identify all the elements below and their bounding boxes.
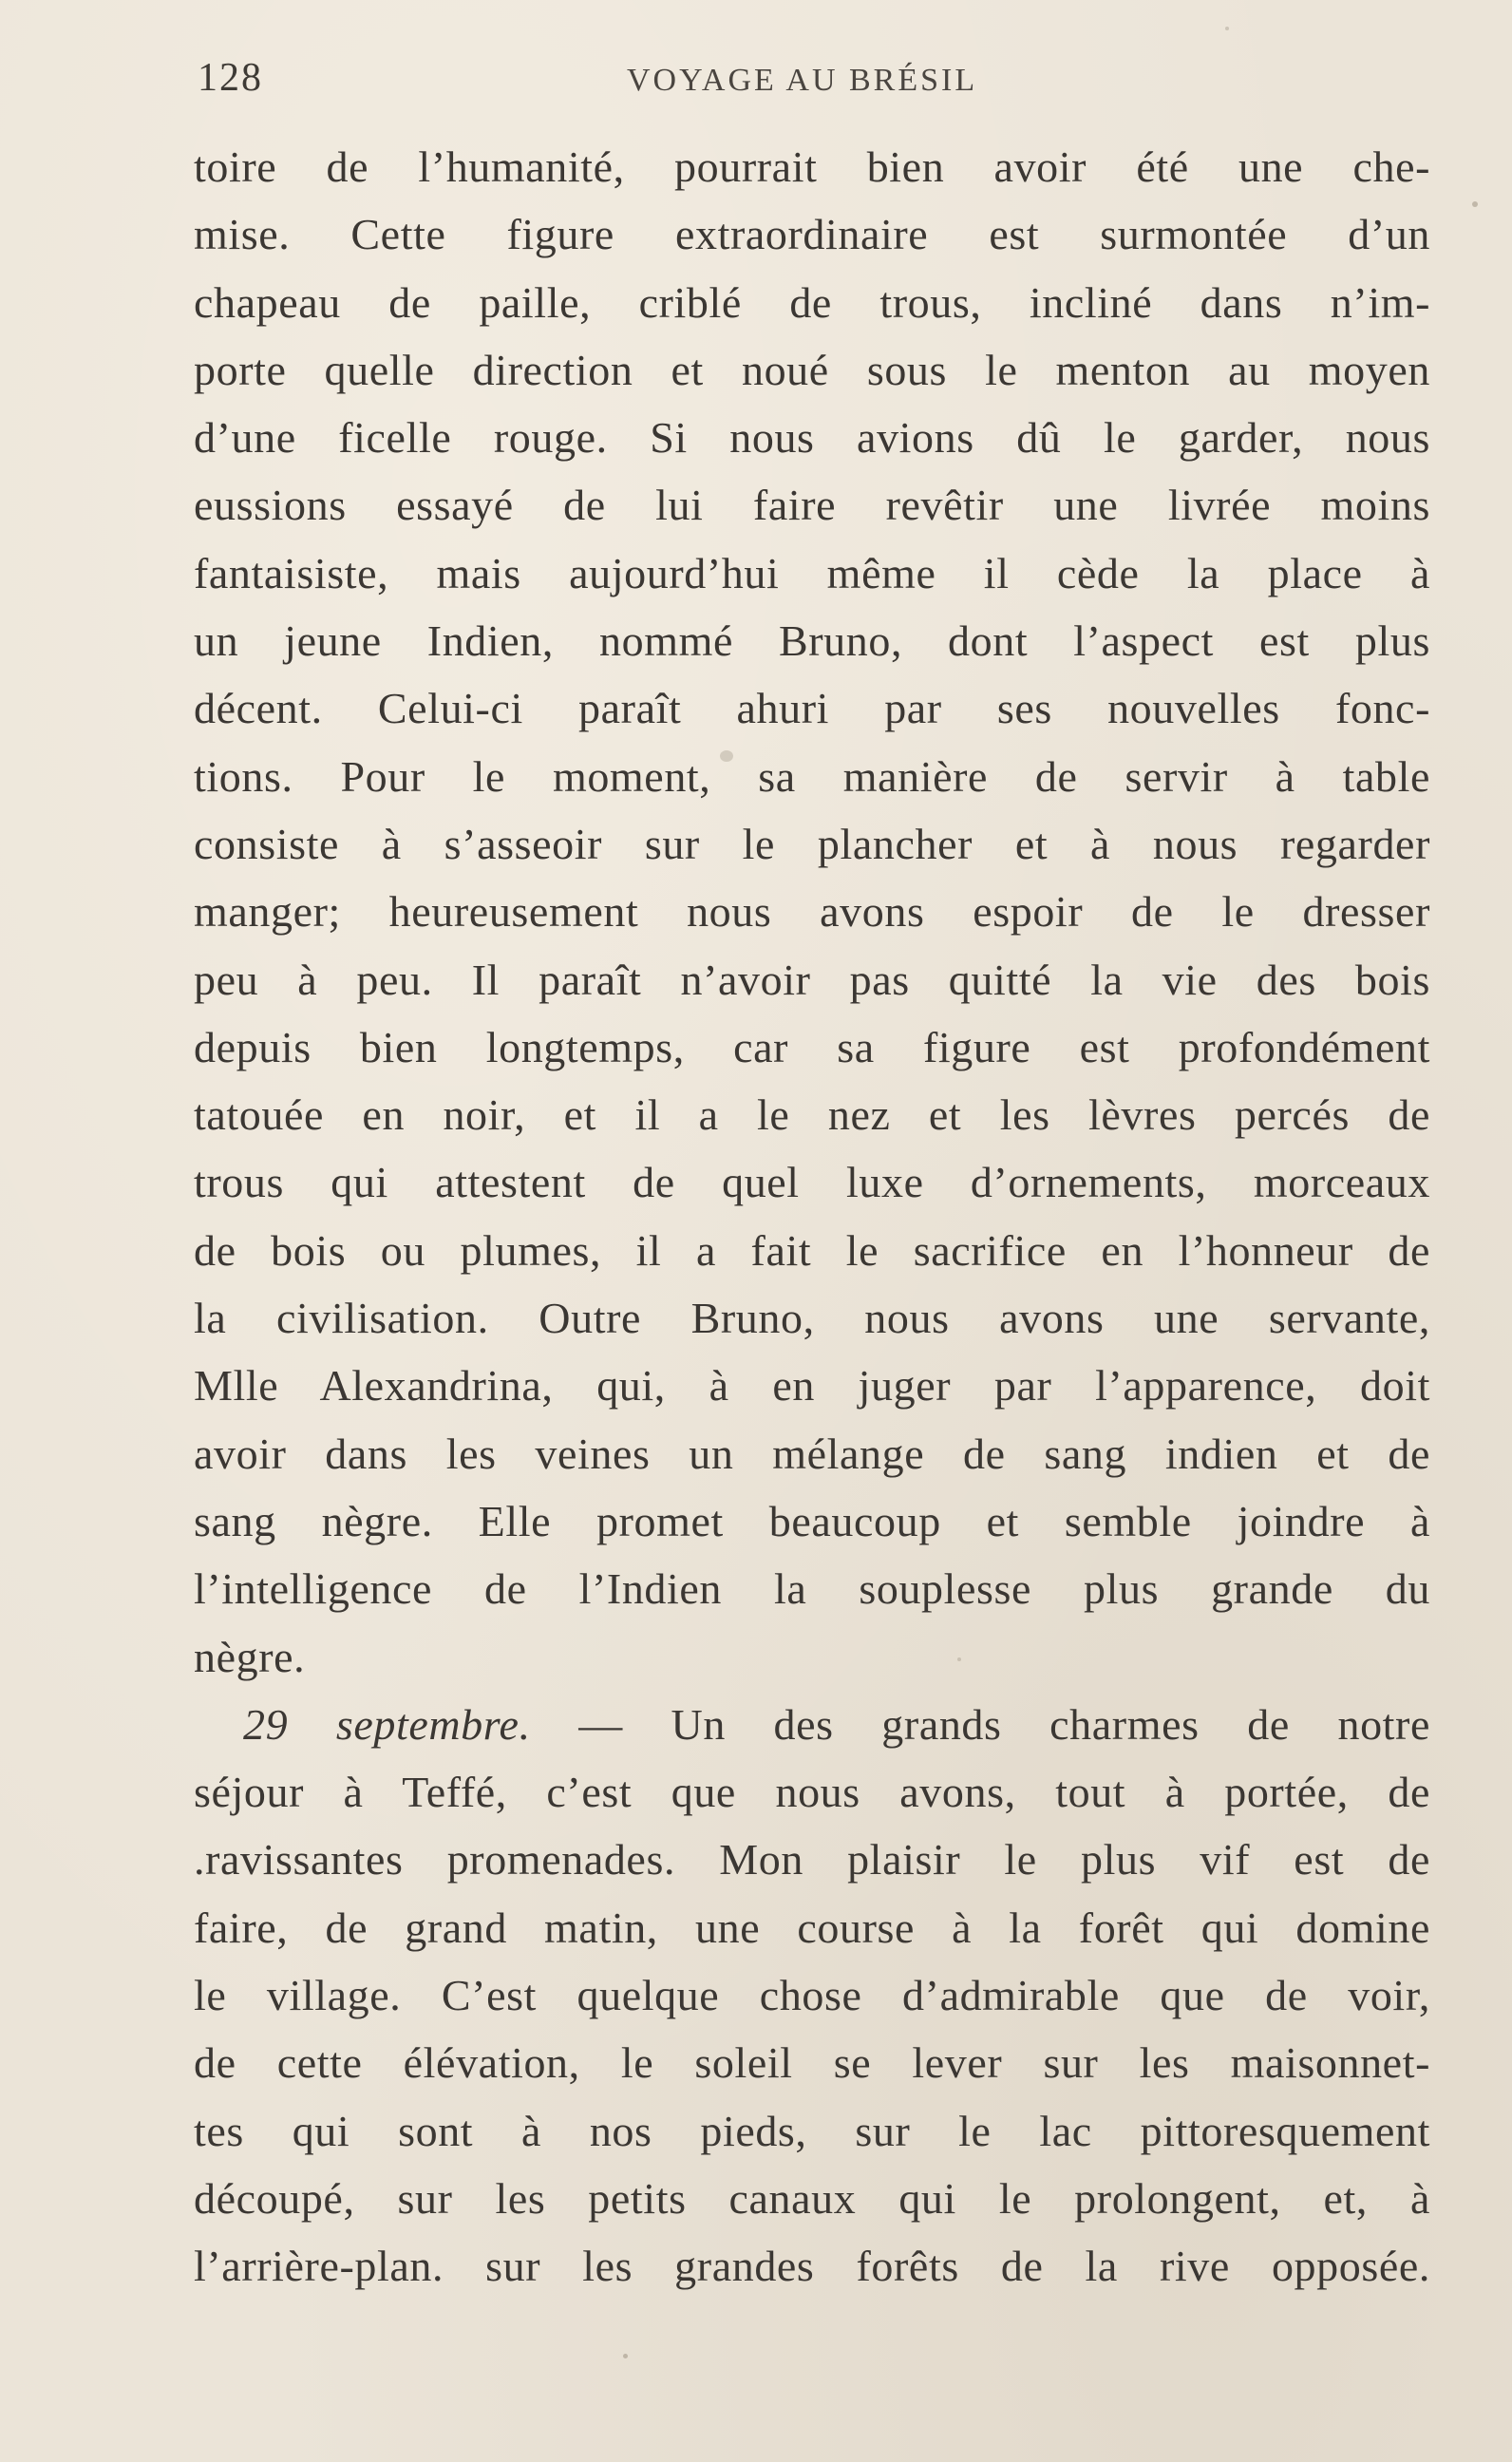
paper-speck	[1472, 201, 1478, 207]
text-line: la civilisation. Outre Bruno, nous avons une servante,	[194, 1294, 1430, 1343]
text-line: eussions essayé de lui faire revêtir une livrée moins	[194, 481, 1430, 530]
diary-entry-first-line	[194, 1691, 1430, 1758]
paper-speck	[957, 1657, 961, 1661]
body-text	[194, 133, 1430, 2301]
text-line: de bois ou plumes, il a fait le sacrifice en l’honneur de	[194, 1225, 1430, 1275]
page-number: 128	[198, 56, 263, 100]
text-line: depuis bien longtemps, car sa figure est profondément	[194, 1022, 1430, 1071]
text-line: de cette élévation, le soleil se lever sur les maisonnet-	[194, 2038, 1430, 2088]
text-line: porte quelle direction et noué sous le menton au moyen	[194, 345, 1430, 394]
text-line: le village. C’est quelque chose d’admirable que de voir,	[194, 1971, 1430, 2020]
text-line: tions. Pour le moment, sa manière de servir à table	[194, 751, 1430, 801]
text-line: un jeune Indien, nommé Bruno, dont l’aspect est plus	[194, 616, 1430, 666]
paper-speck	[720, 750, 733, 762]
text-line: avoir dans les veines un mélange de sang indien et de	[194, 1429, 1430, 1478]
text-line: découpé, sur les petits canaux qui le prolongent, et, à	[194, 2173, 1430, 2223]
text-line: peu à peu. Il paraît n’avoir pas quitté la vie des bois	[194, 955, 1430, 1004]
text-line: faire, de grand matin, une course à la forêt qui domine	[194, 1903, 1430, 1952]
text-line: tatouée en noir, et il a le nez et les lèvres percés de	[194, 1090, 1430, 1140]
paper-speck	[1225, 27, 1229, 30]
text-line: nègre.	[194, 1632, 306, 1681]
text-line: tes qui sont à nos pieds, sur le lac pittoresquement	[194, 2106, 1430, 2155]
text-line: l’arrière-plan. sur les grandes forêts de la rive opposée.	[194, 2242, 1430, 2291]
paper-speck	[623, 2354, 628, 2358]
running-head	[198, 55, 1432, 112]
text-line: Mlle Alexandrina, qui, à en juger par l’apparence, doit	[194, 1361, 1430, 1411]
text-line: fantaisiste, mais aujourd’hui même il cède la place à	[194, 548, 1430, 597]
diary-entry-date: 29 septembre.	[243, 1699, 531, 1749]
text-line: séjour à Teffé, c’est que nous avons, tout à portée, de	[194, 1768, 1430, 1817]
text-line: décent. Celui-ci paraît ahuri par ses nouvelles fonc-	[194, 684, 1430, 733]
text-line: consiste à s’asseoir sur le plancher et à nous regarder	[194, 819, 1430, 868]
text-line: sang nègre. Elle promet beaucoup et semble joindre à	[194, 1496, 1430, 1545]
text-line: toire de l’humanité, pourrait bien avoir été une che-	[194, 142, 1430, 191]
text-line: trous qui attestent de quel luxe d’ornements, morceaux	[194, 1158, 1430, 1207]
diary-entry-text: — Un des grands charmes de notre	[530, 1699, 1430, 1749]
text-line: chapeau de paille, criblé de trous, incliné dans n’im-	[194, 277, 1430, 327]
running-title: VOYAGE AU BRÉSIL	[627, 63, 978, 98]
text-line: l’intelligence de l’Indien la souplesse plus grande du	[194, 1564, 1430, 1614]
text-line: manger; heureusement nous avons espoir de le dresser	[194, 887, 1430, 937]
text-line: mise. Cette figure extraordinaire est surmontée d’un	[194, 210, 1430, 259]
text-line: d’une ficelle rouge. Si nous avions dû le garder, nous	[194, 413, 1430, 463]
text-line: .ravissantes promenades. Mon plaisir le plus vif est de	[194, 1835, 1430, 1884]
